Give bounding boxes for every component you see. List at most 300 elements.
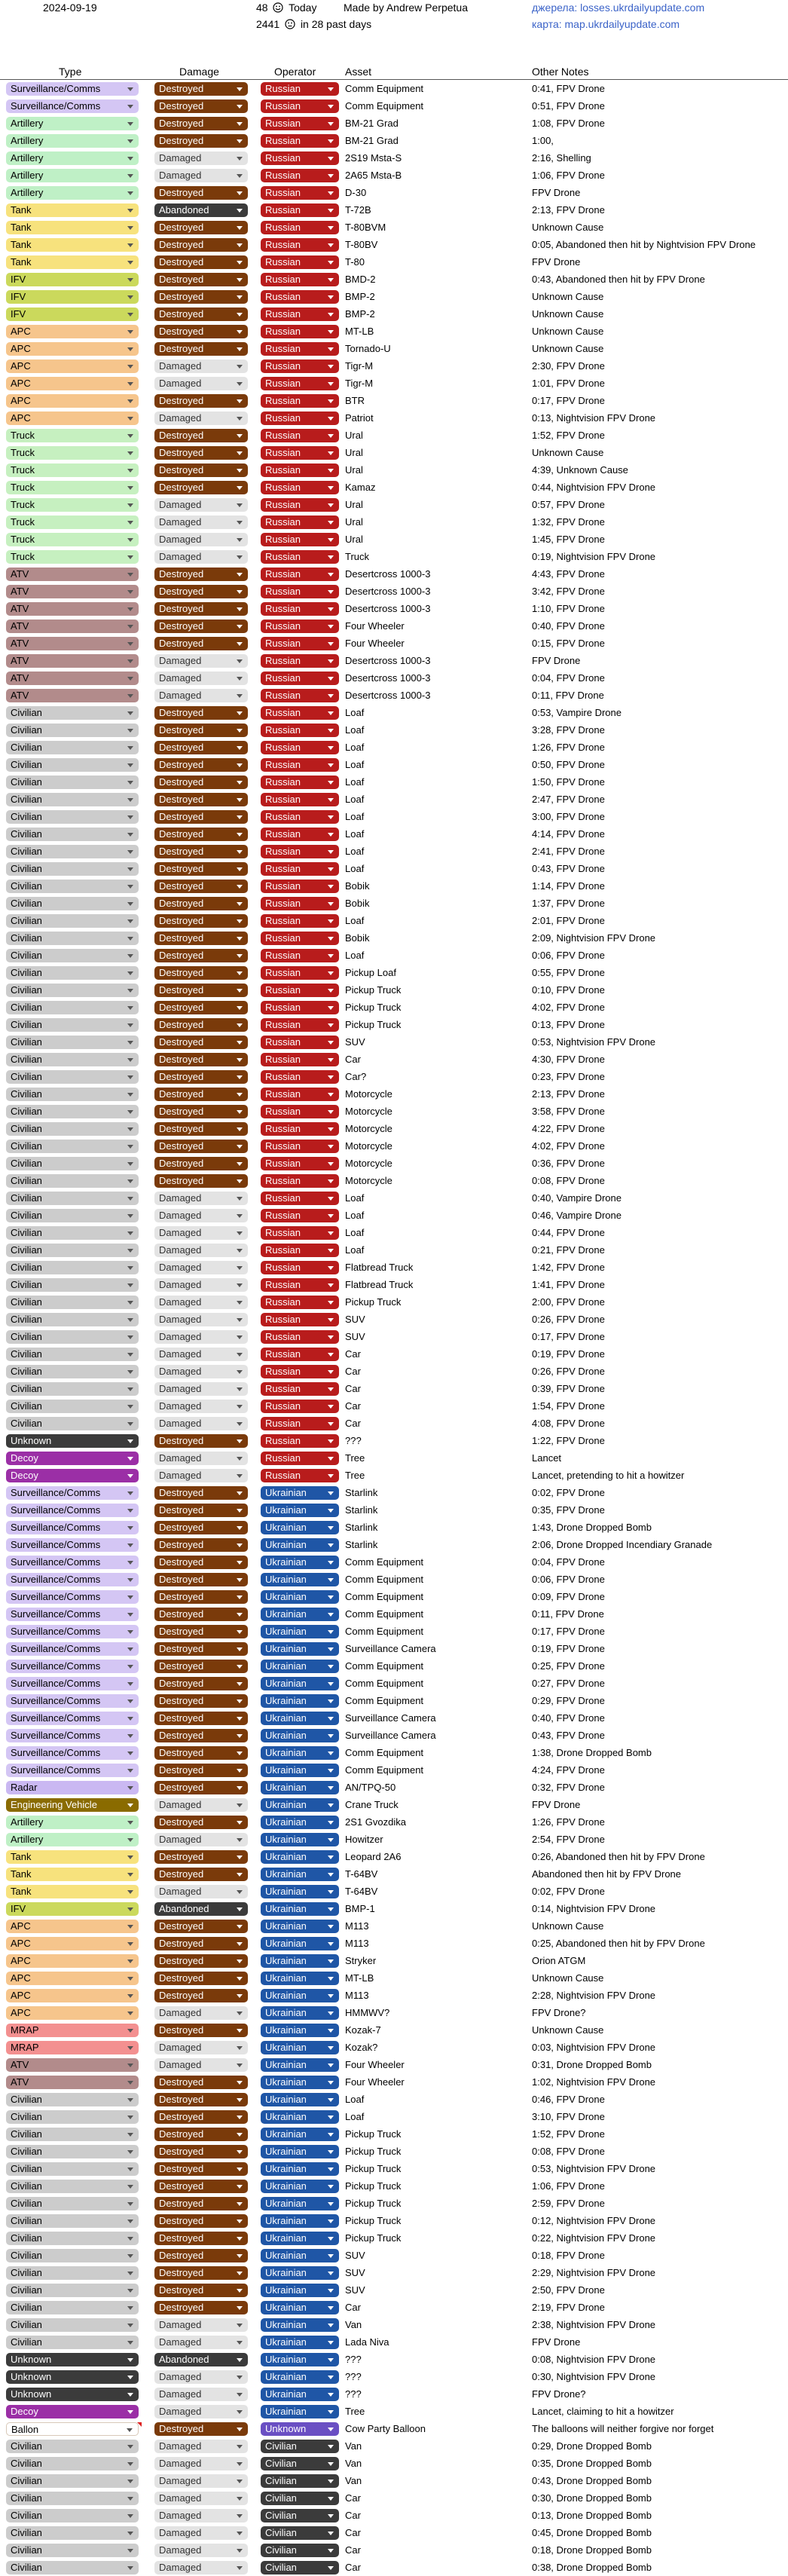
operator-select[interactable] — [261, 2076, 339, 2089]
type-select[interactable] — [6, 1313, 139, 1326]
operator-select[interactable] — [261, 2128, 339, 2141]
operator-select[interactable] — [261, 758, 339, 772]
damage-select[interactable] — [154, 273, 248, 286]
type-select[interactable] — [6, 2232, 139, 2245]
damage-select[interactable] — [154, 1521, 248, 1534]
type-select[interactable] — [6, 377, 139, 390]
operator-select[interactable] — [261, 1122, 339, 1136]
operator-select[interactable] — [261, 2214, 339, 2228]
type-select[interactable] — [6, 602, 139, 616]
operator-select[interactable] — [261, 1538, 339, 1552]
type-select[interactable] — [6, 1417, 139, 1430]
operator-select[interactable] — [261, 966, 339, 980]
damage-select[interactable] — [154, 1365, 248, 1378]
damage-select[interactable] — [154, 1001, 248, 1014]
type-select[interactable] — [6, 706, 139, 720]
operator-select[interactable] — [261, 1816, 339, 1829]
operator-select[interactable] — [261, 273, 339, 286]
type-select[interactable] — [6, 1192, 139, 1205]
operator-select[interactable] — [261, 689, 339, 702]
type-select[interactable] — [6, 1833, 139, 1846]
type-select[interactable] — [6, 2128, 139, 2141]
operator-select[interactable] — [261, 1660, 339, 1673]
damage-select[interactable] — [154, 2232, 248, 2245]
operator-select[interactable] — [261, 342, 339, 356]
type-select[interactable] — [6, 1036, 139, 1049]
operator-select[interactable] — [261, 1036, 339, 1049]
operator-select[interactable] — [261, 411, 339, 425]
type-select[interactable] — [6, 845, 139, 858]
type-select[interactable] — [6, 2058, 139, 2072]
damage-select[interactable] — [154, 828, 248, 841]
damage-select[interactable] — [154, 758, 248, 772]
operator-select[interactable] — [261, 2388, 339, 2401]
damage-select[interactable] — [154, 2249, 248, 2262]
type-select[interactable] — [6, 1261, 139, 1274]
operator-select[interactable] — [261, 2180, 339, 2193]
operator-select[interactable] — [261, 1434, 339, 1448]
type-select[interactable] — [6, 1434, 139, 1448]
operator-select[interactable] — [261, 1781, 339, 1794]
type-select[interactable] — [6, 1486, 139, 1500]
damage-select[interactable] — [154, 307, 248, 321]
type-select[interactable] — [6, 1972, 139, 1985]
damage-select[interactable] — [154, 1833, 248, 1846]
damage-select[interactable] — [154, 2561, 248, 2574]
damage-select[interactable] — [154, 706, 248, 720]
operator-select[interactable] — [261, 706, 339, 720]
operator-select[interactable] — [261, 2318, 339, 2332]
operator-select[interactable] — [261, 1573, 339, 1586]
type-select[interactable] — [6, 429, 139, 442]
type-select[interactable] — [6, 1868, 139, 1881]
operator-select[interactable] — [261, 1001, 339, 1014]
damage-select[interactable] — [154, 550, 248, 564]
damage-select[interactable] — [154, 810, 248, 824]
damage-select[interactable] — [154, 2180, 248, 2193]
type-select[interactable] — [6, 1660, 139, 1673]
damage-select[interactable] — [154, 1070, 248, 1084]
damage-select[interactable] — [154, 533, 248, 546]
operator-select[interactable] — [261, 932, 339, 945]
damage-select[interactable] — [154, 932, 248, 945]
damage-select[interactable] — [154, 2370, 248, 2384]
operator-select[interactable] — [261, 99, 339, 113]
damage-select[interactable] — [154, 2128, 248, 2141]
operator-select[interactable] — [261, 654, 339, 668]
damage-select[interactable] — [154, 1278, 248, 1292]
damage-select[interactable] — [154, 2197, 248, 2210]
type-select[interactable] — [6, 359, 139, 373]
type-select[interactable] — [6, 2301, 139, 2314]
operator-select[interactable] — [261, 1694, 339, 1708]
damage-select[interactable] — [154, 1330, 248, 1344]
operator-select[interactable] — [261, 2249, 339, 2262]
type-select[interactable] — [6, 1278, 139, 1292]
damage-select[interactable] — [154, 1018, 248, 1032]
type-select[interactable] — [6, 2006, 139, 2020]
damage-select[interactable] — [154, 1590, 248, 1604]
damage-select[interactable] — [154, 1434, 248, 1448]
operator-select[interactable] — [261, 1798, 339, 1812]
type-select[interactable] — [6, 221, 139, 234]
operator-select[interactable] — [261, 516, 339, 529]
operator-select[interactable] — [261, 568, 339, 581]
operator-select[interactable] — [261, 1174, 339, 1188]
damage-select[interactable] — [154, 1850, 248, 1864]
operator-select[interactable] — [261, 2492, 339, 2505]
operator-select[interactable] — [261, 2266, 339, 2280]
operator-select[interactable] — [261, 672, 339, 685]
type-select[interactable] — [6, 481, 139, 494]
damage-select[interactable] — [154, 1400, 248, 1413]
type-select[interactable] — [6, 966, 139, 980]
operator-select[interactable] — [261, 1590, 339, 1604]
operator-select[interactable] — [261, 290, 339, 304]
operator-select[interactable] — [261, 498, 339, 512]
type-select[interactable] — [6, 1018, 139, 1032]
damage-select[interactable] — [154, 1902, 248, 1916]
type-select[interactable] — [6, 724, 139, 737]
type-select[interactable] — [6, 2353, 139, 2366]
damage-select[interactable] — [154, 325, 248, 338]
operator-select[interactable] — [261, 1053, 339, 1066]
operator-select[interactable] — [261, 880, 339, 893]
type-select[interactable] — [6, 325, 139, 338]
damage-select[interactable] — [154, 1954, 248, 1968]
operator-select[interactable] — [261, 1261, 339, 1274]
type-select[interactable] — [6, 151, 139, 165]
operator-select[interactable] — [261, 307, 339, 321]
damage-select[interactable] — [154, 1504, 248, 1517]
type-select[interactable] — [6, 2388, 139, 2401]
sources-link[interactable]: джерела: losses.ukrdailyupdate.com — [532, 2, 705, 14]
type-select[interactable] — [6, 2076, 139, 2089]
type-select[interactable] — [6, 2162, 139, 2176]
type-select[interactable] — [6, 2093, 139, 2106]
damage-select[interactable] — [154, 498, 248, 512]
damage-select[interactable] — [154, 2388, 248, 2401]
type-select[interactable] — [6, 758, 139, 772]
operator-select[interactable] — [261, 481, 339, 494]
type-select[interactable] — [6, 99, 139, 113]
type-select[interactable] — [6, 463, 139, 477]
damage-select[interactable] — [154, 481, 248, 494]
damage-select[interactable] — [154, 1036, 248, 1049]
operator-select[interactable] — [261, 1712, 339, 1725]
damage-select[interactable] — [154, 238, 248, 252]
damage-select[interactable] — [154, 1192, 248, 1205]
type-select[interactable] — [6, 585, 139, 598]
operator-select[interactable] — [261, 1365, 339, 1378]
damage-select[interactable] — [154, 1105, 248, 1118]
operator-select[interactable] — [261, 585, 339, 598]
operator-select[interactable] — [261, 1140, 339, 1153]
operator-select[interactable] — [261, 2232, 339, 2245]
operator-select[interactable] — [261, 862, 339, 876]
type-select[interactable] — [6, 1781, 139, 1794]
type-select[interactable] — [6, 1677, 139, 1690]
operator-select[interactable] — [261, 2474, 339, 2488]
type-select[interactable] — [6, 741, 139, 754]
operator-select[interactable] — [261, 1556, 339, 1569]
type-select[interactable] — [6, 897, 139, 910]
damage-select[interactable] — [154, 654, 248, 668]
operator-select[interactable] — [261, 2336, 339, 2349]
damage-select[interactable] — [154, 151, 248, 165]
type-select[interactable] — [6, 1382, 139, 1396]
damage-select[interactable] — [154, 411, 248, 425]
damage-select[interactable] — [154, 1746, 248, 1760]
operator-select[interactable] — [261, 1833, 339, 1846]
damage-select[interactable] — [154, 2440, 248, 2453]
damage-select[interactable] — [154, 2093, 248, 2106]
damage-select[interactable] — [154, 82, 248, 96]
operator-select[interactable] — [261, 1954, 339, 1968]
damage-select[interactable] — [154, 2526, 248, 2540]
damage-select[interactable] — [154, 1608, 248, 1621]
damage-select[interactable] — [154, 516, 248, 529]
type-select[interactable] — [6, 238, 139, 252]
operator-select[interactable] — [261, 134, 339, 148]
damage-select[interactable] — [154, 1712, 248, 1725]
operator-select[interactable] — [261, 2353, 339, 2366]
operator-select[interactable] — [261, 1382, 339, 1396]
damage-select[interactable] — [154, 2336, 248, 2349]
damage-select[interactable] — [154, 1781, 248, 1794]
operator-select[interactable] — [261, 1105, 339, 1118]
operator-select[interactable] — [261, 2197, 339, 2210]
type-select[interactable] — [6, 2405, 139, 2418]
damage-select[interactable] — [154, 897, 248, 910]
damage-select[interactable] — [154, 1296, 248, 1309]
type-select[interactable] — [6, 1070, 139, 1084]
type-select[interactable] — [6, 1521, 139, 1534]
type-select[interactable] — [6, 2318, 139, 2332]
damage-select[interactable] — [154, 1660, 248, 1673]
damage-select[interactable] — [154, 880, 248, 893]
type-select[interactable] — [6, 1573, 139, 1586]
type-select[interactable] — [6, 117, 139, 130]
operator-select[interactable] — [261, 1677, 339, 1690]
damage-select[interactable] — [154, 169, 248, 182]
damage-select[interactable] — [154, 568, 248, 581]
damage-select[interactable] — [154, 2006, 248, 2020]
operator-select[interactable] — [261, 1920, 339, 1933]
damage-select[interactable] — [154, 672, 248, 685]
operator-select[interactable] — [261, 1070, 339, 1084]
type-select[interactable] — [6, 1296, 139, 1309]
operator-select[interactable] — [261, 1330, 339, 1344]
type-select[interactable] — [6, 1174, 139, 1188]
type-select[interactable] — [6, 1226, 139, 1240]
type-select[interactable] — [6, 516, 139, 529]
type-select[interactable] — [6, 1469, 139, 1482]
type-select[interactable] — [6, 949, 139, 962]
operator-select[interactable] — [261, 2162, 339, 2176]
type-select[interactable] — [6, 2422, 139, 2436]
type-select[interactable] — [6, 2284, 139, 2297]
damage-select[interactable] — [154, 1157, 248, 1170]
damage-select[interactable] — [154, 2024, 248, 2037]
type-select[interactable] — [6, 550, 139, 564]
damage-select[interactable] — [154, 117, 248, 130]
type-select[interactable] — [6, 984, 139, 997]
type-select[interactable] — [6, 533, 139, 546]
operator-select[interactable] — [261, 793, 339, 806]
operator-select[interactable] — [261, 1729, 339, 1742]
operator-select[interactable] — [261, 949, 339, 962]
operator-select[interactable] — [261, 1885, 339, 1898]
damage-select[interactable] — [154, 394, 248, 408]
operator-select[interactable] — [261, 2301, 339, 2314]
type-select[interactable] — [6, 2440, 139, 2453]
damage-select[interactable] — [154, 290, 248, 304]
type-select[interactable] — [6, 1556, 139, 1569]
operator-select[interactable] — [261, 602, 339, 616]
damage-select[interactable] — [154, 984, 248, 997]
damage-select[interactable] — [154, 1989, 248, 2002]
type-select[interactable] — [6, 394, 139, 408]
operator-select[interactable] — [261, 2093, 339, 2106]
type-select[interactable] — [6, 828, 139, 841]
operator-select[interactable] — [261, 2422, 339, 2436]
damage-select[interactable] — [154, 2041, 248, 2054]
type-select[interactable] — [6, 1885, 139, 1898]
type-select[interactable] — [6, 862, 139, 876]
damage-select[interactable] — [154, 186, 248, 200]
type-select[interactable] — [6, 1504, 139, 1517]
operator-select[interactable] — [261, 82, 339, 96]
damage-select[interactable] — [154, 1209, 248, 1222]
type-select[interactable] — [6, 793, 139, 806]
type-select[interactable] — [6, 1053, 139, 1066]
operator-select[interactable] — [261, 446, 339, 460]
type-select[interactable] — [6, 2544, 139, 2557]
damage-select[interactable] — [154, 1313, 248, 1326]
type-select[interactable] — [6, 1400, 139, 1413]
damage-select[interactable] — [154, 689, 248, 702]
damage-select[interactable] — [154, 585, 248, 598]
damage-select[interactable] — [154, 99, 248, 113]
type-select[interactable] — [6, 776, 139, 789]
type-select[interactable] — [6, 290, 139, 304]
damage-select[interactable] — [154, 1642, 248, 1656]
operator-select[interactable] — [261, 1018, 339, 1032]
damage-select[interactable] — [154, 203, 248, 217]
operator-select[interactable] — [261, 845, 339, 858]
operator-select[interactable] — [261, 463, 339, 477]
operator-select[interactable] — [261, 1486, 339, 1500]
type-select[interactable] — [6, 654, 139, 668]
operator-select[interactable] — [261, 1521, 339, 1534]
operator-select[interactable] — [261, 550, 339, 564]
operator-select[interactable] — [261, 1192, 339, 1205]
operator-select[interactable] — [261, 1850, 339, 1864]
damage-select[interactable] — [154, 2110, 248, 2124]
damage-select[interactable] — [154, 2544, 248, 2557]
operator-select[interactable] — [261, 2440, 339, 2453]
type-select[interactable] — [6, 810, 139, 824]
type-select[interactable] — [6, 1157, 139, 1170]
damage-select[interactable] — [154, 1764, 248, 1777]
type-select[interactable] — [6, 1001, 139, 1014]
type-select[interactable] — [6, 1452, 139, 1465]
damage-select[interactable] — [154, 2162, 248, 2176]
type-select[interactable] — [6, 1122, 139, 1136]
operator-select[interactable] — [261, 897, 339, 910]
type-select[interactable] — [6, 1608, 139, 1621]
map-link[interactable]: карта: map.ukrdailyupdate.com — [532, 18, 680, 30]
type-select[interactable] — [6, 1642, 139, 1656]
type-select[interactable] — [6, 1625, 139, 1638]
damage-select[interactable] — [154, 255, 248, 269]
type-select[interactable] — [6, 2370, 139, 2384]
type-select[interactable] — [6, 1348, 139, 1361]
operator-select[interactable] — [261, 776, 339, 789]
type-select[interactable] — [6, 2180, 139, 2193]
type-select[interactable] — [6, 2336, 139, 2349]
damage-select[interactable] — [154, 1885, 248, 1898]
type-select[interactable] — [6, 203, 139, 217]
damage-select[interactable] — [154, 1261, 248, 1274]
operator-select[interactable] — [261, 1625, 339, 1638]
damage-select[interactable] — [154, 2457, 248, 2470]
type-select[interactable] — [6, 1764, 139, 1777]
damage-select[interactable] — [154, 1816, 248, 1829]
operator-select[interactable] — [261, 828, 339, 841]
operator-select[interactable] — [261, 1417, 339, 1430]
damage-select[interactable] — [154, 914, 248, 928]
type-select[interactable] — [6, 2110, 139, 2124]
damage-select[interactable] — [154, 741, 248, 754]
type-select[interactable] — [6, 1140, 139, 1153]
damage-select[interactable] — [154, 1053, 248, 1066]
operator-select[interactable] — [261, 238, 339, 252]
type-select[interactable] — [6, 2561, 139, 2574]
type-select[interactable] — [6, 411, 139, 425]
operator-select[interactable] — [261, 2544, 339, 2557]
damage-select[interactable] — [154, 2301, 248, 2314]
damage-select[interactable] — [154, 2509, 248, 2522]
operator-select[interactable] — [261, 984, 339, 997]
operator-select[interactable] — [261, 1764, 339, 1777]
damage-select[interactable] — [154, 1625, 248, 1638]
damage-select[interactable] — [154, 2318, 248, 2332]
operator-select[interactable] — [261, 1608, 339, 1621]
type-select[interactable] — [6, 568, 139, 581]
type-select[interactable] — [6, 186, 139, 200]
operator-select[interactable] — [261, 2526, 339, 2540]
operator-select[interactable] — [261, 1989, 339, 2002]
operator-select[interactable] — [261, 1504, 339, 1517]
operator-select[interactable] — [261, 1642, 339, 1656]
type-select[interactable] — [6, 1729, 139, 1742]
type-select[interactable] — [6, 1694, 139, 1708]
damage-select[interactable] — [154, 1226, 248, 1240]
operator-select[interactable] — [261, 1313, 339, 1326]
operator-select[interactable] — [261, 2110, 339, 2124]
operator-select[interactable] — [261, 2405, 339, 2418]
damage-select[interactable] — [154, 1244, 248, 1257]
type-select[interactable] — [6, 1798, 139, 1812]
operator-select[interactable] — [261, 1937, 339, 1950]
damage-select[interactable] — [154, 134, 248, 148]
damage-select[interactable] — [154, 2058, 248, 2072]
damage-select[interactable] — [154, 1920, 248, 1933]
damage-select[interactable] — [154, 1122, 248, 1136]
operator-select[interactable] — [261, 221, 339, 234]
